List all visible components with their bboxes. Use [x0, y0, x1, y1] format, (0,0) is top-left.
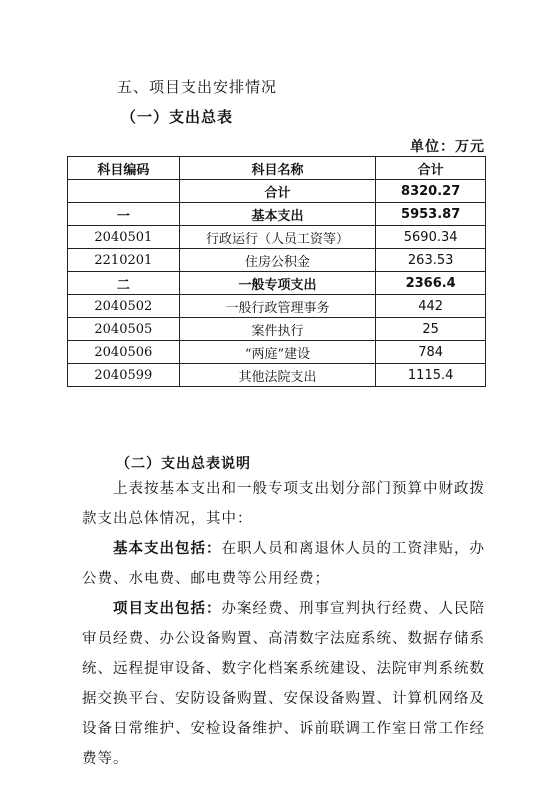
cell-subject-name: 基本支出 — [179, 203, 376, 226]
subsection-title-table-notes: （二）支出总表说明 — [116, 456, 251, 472]
paragraph-basic-expenditure — [82, 534, 494, 594]
cell-amount: 5953.87 — [376, 203, 486, 226]
header-subject-name: 科目名称 — [179, 157, 376, 180]
cell-amount: 5690.34 — [376, 226, 486, 249]
cell-subject-name: 其他法院支出 — [179, 364, 376, 387]
cell-amount: 1115.4 — [376, 364, 486, 387]
cell-subject-name: 住房公积金 — [179, 249, 376, 272]
cell-subject-code: 2040506 — [68, 341, 180, 364]
cell-subject-code: 2040501 — [68, 226, 180, 249]
paragraph-project-expenditure — [82, 594, 494, 774]
cell-amount: 25 — [376, 318, 486, 341]
cell-subject-code: 2040505 — [68, 318, 180, 341]
cell-subject-code: 二 — [68, 272, 180, 295]
unit-label: 单位：万元 — [410, 139, 485, 155]
cell-subject-code: 2040502 — [68, 295, 180, 318]
header-total: 合计 — [376, 157, 486, 180]
paragraph-overview: 上表按基本支出和一般专项支出划分部门预算中财政拨款支出总体情况，其中： — [82, 481, 485, 527]
cell-subject-code: 2210201 — [68, 249, 180, 272]
table-header-row — [68, 157, 486, 180]
paragraph-lead-project: 项目支出包括： — [113, 600, 222, 617]
expenditure-summary-table — [67, 156, 486, 387]
cell-subject-name: “两庭”建设 — [179, 341, 376, 364]
table-row — [68, 364, 486, 387]
paragraph-body-basic: 在职人员和离退休人员的工资津贴，办公费、水电费、邮电费等公用经费； — [82, 541, 485, 587]
header-subject-code: 科目编码 — [68, 157, 180, 180]
cell-subject-name: 合计 — [179, 180, 376, 203]
table-row — [68, 226, 486, 249]
table-body — [68, 180, 486, 387]
cell-amount: 784 — [376, 341, 486, 364]
table-row — [68, 203, 486, 226]
table-row — [68, 180, 486, 203]
cell-subject-name: 行政运行（人员工资等） — [179, 226, 376, 249]
cell-amount: 263.53 — [376, 249, 486, 272]
cell-amount: 2366.4 — [376, 272, 486, 295]
cell-amount: 442 — [376, 295, 486, 318]
paragraph-body-project: 办案经费、刑事宣判执行经费、人民陪审员经费、办公设备购置、高清数字法庭系统、数据存储系统、远程提审设备、数字化档案系统建设、法院审判系统数据交换平台、安防设备购置、安保设备购置、计算机网络及设备日常维护、安检设备维护、诉前联调工作室日常工作经费等。 — [82, 601, 485, 767]
cell-subject-name: 一般行政管理事务 — [179, 295, 376, 318]
subsection-title-expenditure-table: （一）支出总表 — [121, 108, 234, 126]
paragraph-lead-basic: 基本支出包括： — [113, 540, 222, 557]
cell-subject-code: 一 — [68, 203, 180, 226]
table-row — [68, 341, 486, 364]
cell-amount: 8320.27 — [376, 180, 486, 203]
section-title: 五、项目支出安排情况 — [117, 78, 278, 96]
cell-subject-name: 一般专项支出 — [179, 272, 376, 295]
cell-subject-code — [68, 180, 180, 203]
table-row — [68, 295, 486, 318]
table-row — [68, 272, 486, 295]
cell-subject-name: 案件执行 — [179, 318, 376, 341]
table-row — [68, 318, 486, 341]
cell-subject-code: 2040599 — [68, 364, 180, 387]
table-row — [68, 249, 486, 272]
